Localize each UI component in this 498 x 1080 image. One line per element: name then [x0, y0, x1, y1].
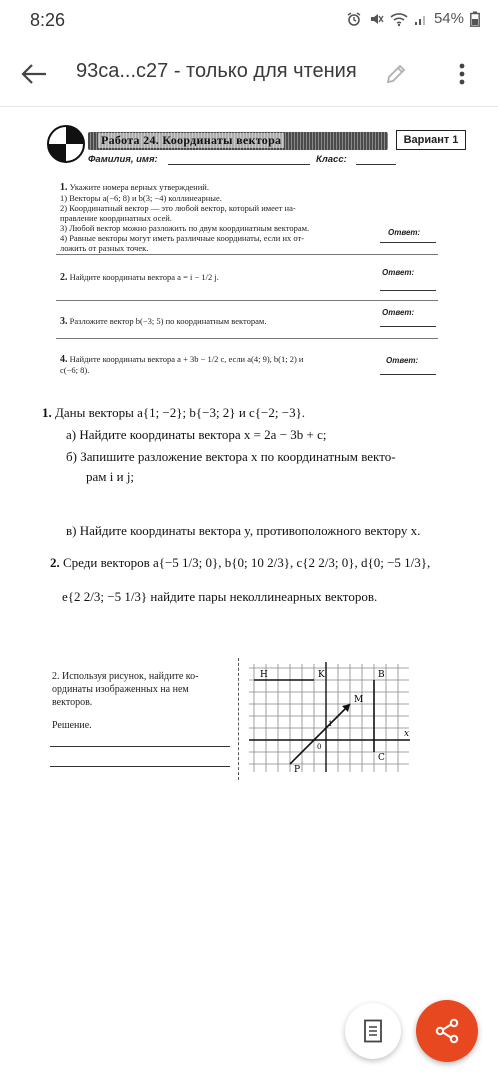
task-4-number: 4.: [60, 354, 68, 365]
class-line: [356, 164, 396, 165]
name-line: [168, 164, 310, 165]
status-bar: [0, 0, 498, 40]
vector-a: a{1; −2};: [137, 405, 187, 420]
document-icon: [363, 1019, 383, 1043]
task-2: [60, 272, 380, 283]
variant-box: Вариант 1: [396, 130, 466, 150]
task-4: [60, 354, 380, 375]
task-2-text: Найдите координаты вектора a = i − 1/2 j.: [69, 272, 219, 282]
problem-2-line-1: [50, 554, 478, 571]
worksheet-title: Работа 24. Координаты вектора: [98, 133, 284, 148]
problem-1b-line-1: б) Запишите разложение вектора x по координатным векто-: [66, 449, 396, 464]
answer-line-4: [380, 374, 436, 375]
problem-2-text: Среди векторов: [63, 555, 150, 570]
status-icons: [346, 10, 480, 27]
status-time: 8:26: [30, 10, 66, 30]
task-1-line-3: правление координатных осей.: [60, 213, 172, 223]
grid-task-line-1: 2. Используя рисунок, найдите ко-: [52, 671, 199, 682]
problem-2-number: 2.: [50, 555, 60, 570]
task-1-line-5: 4) Равные векторы могут иметь различные координаты, если их от-: [60, 233, 305, 243]
task-3: [60, 316, 380, 327]
problem-1c: в) Найдите координаты вектора y, противоположного вектору x.: [66, 523, 421, 538]
more-options-button[interactable]: [442, 54, 482, 94]
label-x: x: [404, 729, 410, 739]
separator-3: [56, 338, 438, 339]
problem-1: [42, 404, 472, 421]
signal-icon: [414, 12, 428, 26]
solution-label: Решение.: [52, 720, 92, 731]
dashed-divider: [238, 658, 239, 780]
back-arrow-icon: [21, 63, 47, 85]
vector-grid-figure: [244, 660, 414, 778]
task-1-line-6: ложить от разных точек.: [60, 243, 149, 253]
label-h: H: [260, 670, 268, 680]
answer-line-1: [380, 242, 436, 243]
problem-1-and: и: [238, 405, 246, 420]
task-1-line-1: 1) Векторы a(−6; 8) и b(3; −4) коллинеарные.: [60, 193, 222, 203]
back-button[interactable]: [14, 54, 54, 94]
share-icon: [434, 1018, 460, 1044]
wifi-icon: [390, 11, 408, 27]
task-1-line-4: 3) Любой вектор можно разложить по двум координатным векторам.: [60, 223, 310, 233]
problem-1-number: 1.: [42, 405, 52, 420]
document-page: [22, 118, 480, 798]
task-3-text: Разложите вектор b(−3; 5) по координатным векторам.: [69, 316, 267, 326]
answer-label-1: Ответ:: [388, 228, 421, 237]
label-m: M: [354, 695, 364, 705]
mute-icon: [368, 11, 384, 27]
vector-b2: b{0; 10 2/3},: [224, 555, 294, 570]
edit-button[interactable]: [376, 54, 416, 94]
grid-task-line-3: векторов.: [52, 697, 93, 708]
problem-2-tail: найдите пары неколлинеарных векторов.: [150, 589, 378, 604]
vector-b: b{−3; 2}: [189, 405, 236, 420]
battery-text: 54%: [433, 10, 464, 27]
separator-1: [56, 254, 438, 255]
separator-2: [56, 300, 438, 301]
vector-c: c{−2; −3}.: [249, 405, 306, 420]
label-p: P: [294, 765, 301, 775]
problem-1-text: Даны векторы: [55, 405, 134, 420]
grid-task-line-2: ординаты изображенных на нем: [52, 684, 189, 695]
answer-label-3: Ответ:: [382, 308, 415, 317]
task-4-line-2: c(−6; 8).: [60, 365, 90, 375]
problem-1b-line-2: рам i и j;: [86, 469, 135, 484]
vector-pm: [290, 704, 350, 764]
share-button[interactable]: [416, 1000, 478, 1062]
vector-a2: a{−5 1/3; 0},: [152, 555, 222, 570]
answer-line-2: [380, 290, 436, 291]
label-k: K: [318, 670, 325, 680]
label-b: B: [378, 670, 385, 680]
vector-c2: c{2 2/3; 0},: [296, 555, 358, 570]
name-label: Фамилия, имя:: [88, 154, 158, 165]
problem-1a: а) Найдите координаты вектора x = 2a − 3b + c;: [66, 427, 327, 442]
grid-task-text: [52, 670, 232, 732]
clock-icon: [46, 124, 86, 164]
task-2-number: 2.: [60, 272, 68, 283]
task-1-number: 1.: [60, 182, 68, 193]
vector-d2: d{0; −5 1/3},: [360, 555, 431, 570]
answer-label-4: Ответ:: [386, 356, 419, 365]
answer-label-2: Ответ:: [382, 268, 415, 277]
task-4-line-1: Найдите координаты вектора a + 3b − 1/2 c, если a(4; 9), b(1; 2) и: [69, 354, 304, 364]
task-3-number: 3.: [60, 316, 68, 327]
document-view-button[interactable]: [345, 1003, 401, 1059]
app-bar-divider: [0, 106, 498, 107]
battery-icon: [470, 11, 480, 27]
task-1: [60, 182, 380, 253]
vector-e2: e{2 2/3; −5 1/3}: [62, 589, 148, 604]
label-one: 1: [328, 720, 333, 728]
document-title: 93са...с27 - только для чтения: [76, 60, 357, 82]
app-bar: [0, 40, 498, 106]
alarm-icon: [346, 11, 362, 27]
solution-line-2: [50, 766, 230, 767]
more-vert-icon: [459, 63, 465, 85]
label-zero: 0: [317, 743, 322, 751]
pencil-icon: [385, 63, 407, 85]
label-c: C: [378, 753, 385, 763]
task-1-heading: Укажите номера верных утверждений.: [69, 182, 209, 192]
class-label: Класс:: [316, 154, 347, 165]
task-1-line-2: 2) Координатный вектор — это любой вектор, который имеет на-: [60, 203, 296, 213]
problem-2-line-2: [62, 588, 478, 605]
solution-line-1: [50, 746, 230, 747]
answer-line-3: [380, 326, 436, 327]
